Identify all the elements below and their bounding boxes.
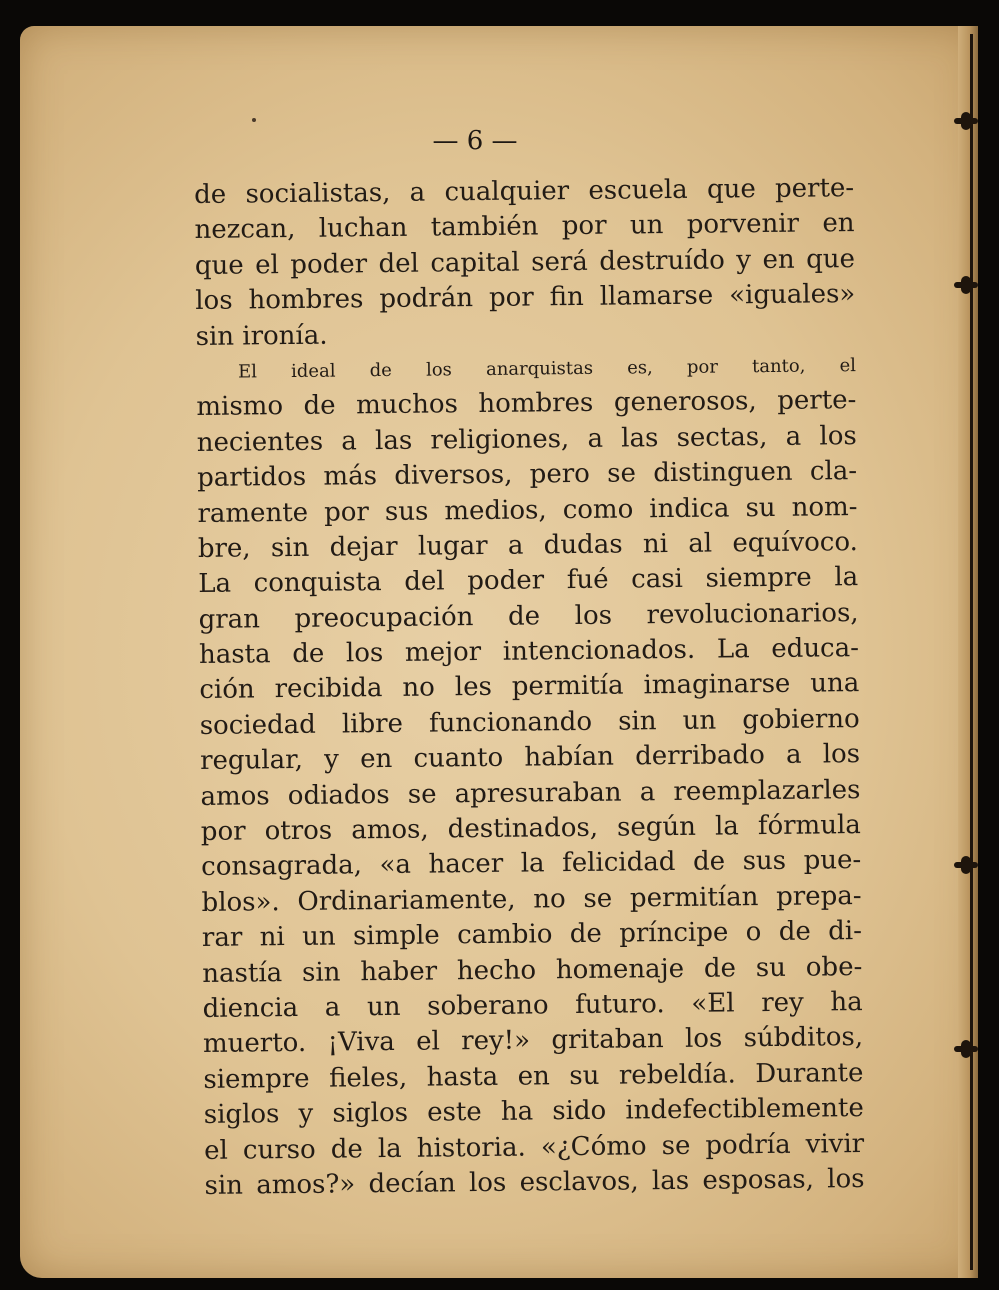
text-line: nastía sin haber hecho homenaje de su obe-	[202, 951, 863, 989]
text-line: muerto. ¡Viva el rey!» gritaban los súbditos,	[202, 1022, 864, 1060]
text-line: siglos y siglos este ha sido indefectiblemente	[203, 1093, 864, 1131]
binding-stitch	[954, 282, 978, 288]
text-line: partidos más diversos, pero se distinguen cla-	[196, 456, 858, 494]
text-line: por otros amos, destinados, según la fórmula	[200, 810, 861, 847]
page-number: — 6 —	[432, 126, 518, 156]
binding-stitch	[954, 862, 978, 868]
text-line: sin ironía.	[195, 320, 328, 352]
ink-speck	[252, 118, 256, 122]
binding-thread	[970, 34, 973, 1270]
text-line: blos». Ordinariamente, no se permitían prepa-	[201, 880, 862, 918]
text-line: de socialistas, a cualquier escuela que perte-	[194, 173, 855, 210]
text-line: regular, y en cuanto habían derribado a los	[199, 739, 861, 777]
text-line: bre, sin dejar lugar a dudas ni al equívoco.	[197, 526, 859, 564]
binding-stitch	[954, 1046, 978, 1052]
text-line: ramente por sus medios, como indica su nom-	[197, 491, 858, 529]
text-line: necientes a las religiones, a las sectas, a los	[196, 420, 857, 458]
text-line: La conquista del poder fué casi siempre la	[198, 562, 859, 600]
text-line: El ideal de los anarquistas es, por tanto, el	[237, 355, 857, 383]
text-line: los hombres podrán por fin llamarse «iguales»	[195, 279, 856, 317]
text-line: consagrada, «a hacer la felicidad de sus pue-	[201, 845, 862, 883]
text-line: gran preocupación de los revolucionarios,	[198, 597, 859, 635]
body-text	[194, 171, 865, 1204]
text-line: amos odiados se apresuraban a reemplazarles	[200, 774, 861, 812]
text-line: hasta de los mejor intencionados. La educa-	[198, 633, 860, 671]
text-line: el curso de la historia. «¿Cómo se podría vivir	[204, 1128, 865, 1166]
page-spine	[958, 26, 978, 1278]
text-line: diencia a un soberano futuro. «El rey ha	[202, 987, 863, 1024]
text-line: siempre fieles, hasta en su rebeldía. Durante	[203, 1057, 864, 1095]
binding-stitch	[954, 118, 978, 124]
text-line: sociedad libre funcionando sin un gobierno	[199, 703, 860, 741]
text-line: sin amos?» decían los esclavos, las esposas, los	[204, 1163, 865, 1201]
text-line: ción recibida no les permitía imaginarse una	[199, 668, 860, 706]
text-line: nezcan, luchan también por un porvenir en	[194, 208, 855, 246]
book-page	[20, 26, 978, 1278]
text-line: rar ni un simple cambio de príncipe o de di-	[201, 916, 863, 954]
text-line: mismo de muchos hombres generosos, perte-	[196, 385, 857, 423]
text-line: que el poder del capital será destruído y en que	[194, 243, 856, 281]
